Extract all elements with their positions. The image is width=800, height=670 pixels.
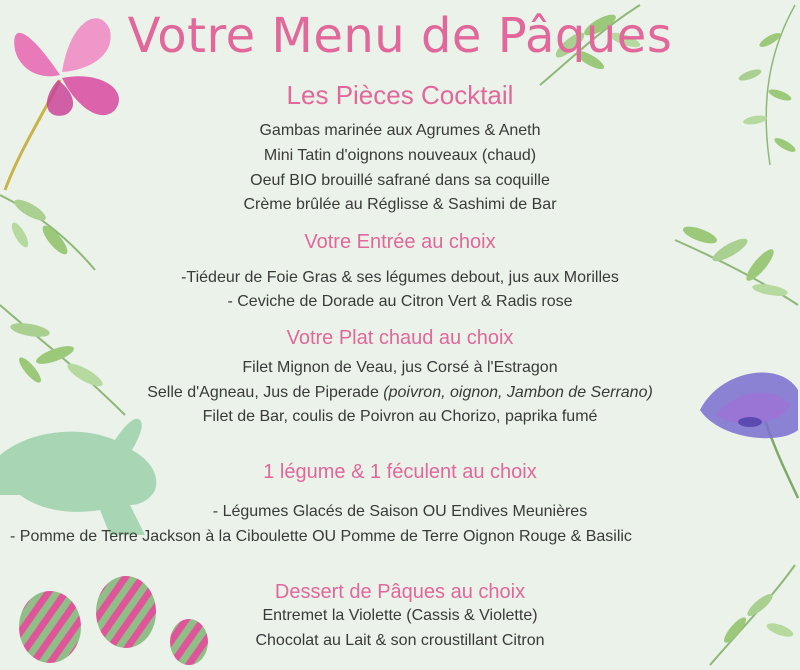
- list-item: Entremet la Violette (Cassis & Violette): [262, 607, 538, 624]
- list-item-text: Selle d'Agneau, Jus de Piperade: [147, 384, 384, 401]
- section-heading-entree: Votre Entrée au choix: [304, 231, 496, 253]
- page-subtitle: Les Pièces Cocktail: [286, 80, 514, 110]
- list-item: Gambas marinée aux Agrumes & Aneth: [259, 122, 541, 139]
- list-item: Oeuf BIO brouillé safrané dans sa coquille: [250, 172, 550, 189]
- list-item: - Pomme de Terre Jackson à la Ciboulette OU Pomme de Terre Oignon Rouge & Basilic: [10, 528, 632, 545]
- list-item: Crème brûlée au Réglisse & Sashimi de Bar: [243, 196, 557, 213]
- list-item: - Ceviche de Dorade au Citron Vert & Radis rose: [227, 293, 573, 310]
- list-item: Chocolat au Lait & son croustillant Citron: [255, 632, 545, 649]
- list-item: - Légumes Glacés de Saison OU Endives Meunières: [212, 503, 588, 520]
- section-heading-dessert: Dessert de Pâques au choix: [274, 581, 526, 603]
- page-title: Votre Menu de Pâques: [127, 8, 673, 64]
- section-heading-legume: 1 légume & 1 féculent au choix: [263, 461, 537, 483]
- list-item: Filet Mignon de Veau, jus Corsé à l'Estragon: [242, 359, 558, 376]
- list-item-note: (poivron, oignon, Jambon de Serrano): [383, 384, 653, 401]
- list-item: -Tiédeur de Foie Gras & ses légumes debout, jus aux Morilles: [181, 269, 619, 286]
- list-item: Mini Tatin d'oignons nouveaux (chaud): [263, 147, 537, 164]
- list-item: Filet de Bar, coulis de Poivron au Chorizo, paprika fumé: [202, 408, 598, 425]
- section-heading-plat: Votre Plat chaud au choix: [286, 327, 514, 349]
- list-item: [0, 383, 800, 403]
